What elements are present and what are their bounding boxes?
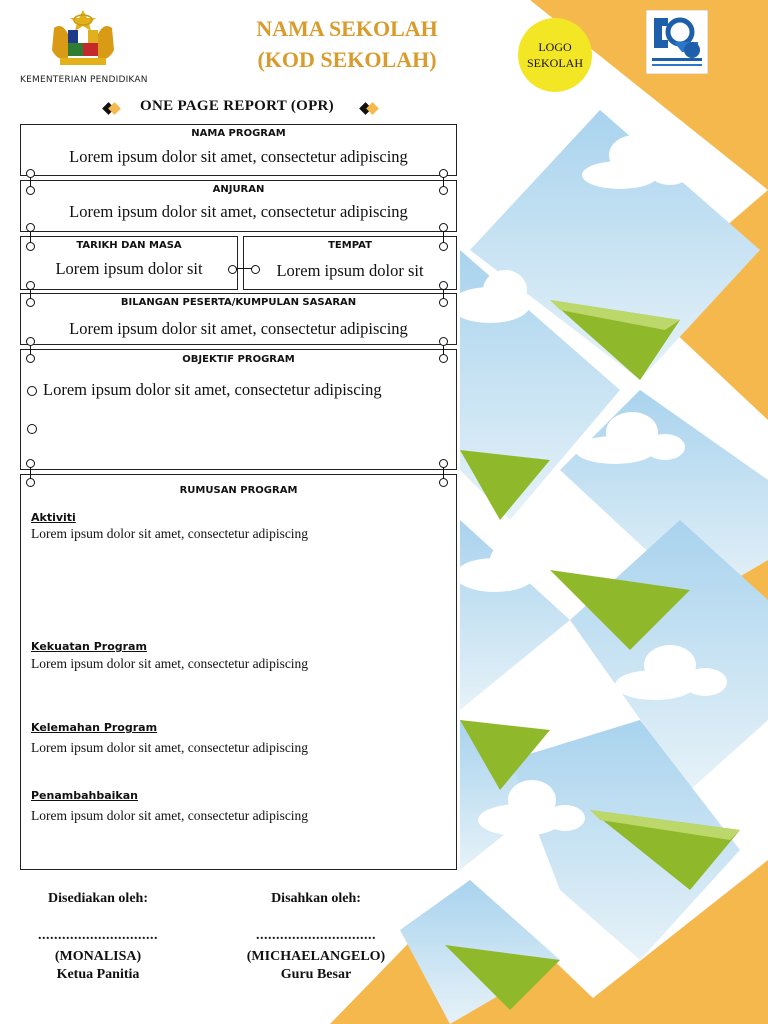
ring-connector-icon bbox=[439, 169, 448, 178]
report-title: ONE PAGE REPORT (OPR) bbox=[140, 98, 334, 114]
ring-connector-icon bbox=[439, 337, 448, 346]
school-logo-placeholder bbox=[518, 18, 592, 92]
prepared-by-role: Ketua Panitia bbox=[56, 967, 140, 983]
kekuatan-heading: Kekuatan Program bbox=[31, 640, 147, 653]
ring-connector-icon bbox=[26, 459, 35, 468]
ministry-name: KEMENTERIAN PENDIDIKAN bbox=[20, 75, 148, 85]
ring-connector-icon bbox=[26, 298, 35, 307]
malaysia-crest-icon bbox=[46, 8, 120, 74]
objektif-box bbox=[20, 349, 457, 470]
ring-connector-icon bbox=[251, 265, 260, 274]
rumusan-label: RUMUSAN PROGRAM bbox=[179, 485, 298, 496]
school-code: (KOD SEKOLAH) bbox=[257, 46, 437, 72]
ring-connector-icon bbox=[439, 478, 448, 487]
logo-placeholder-line1: LOGO bbox=[538, 39, 572, 54]
penambahbaikan-text[interactable]: Lorem ipsum dolor sit amet, consectetur adipiscing bbox=[31, 808, 309, 823]
signature-line-left[interactable]: .............................. bbox=[38, 927, 158, 943]
ring-connector-icon bbox=[228, 265, 237, 274]
bullet-circle-icon bbox=[27, 386, 37, 396]
rumusan-box bbox=[20, 474, 457, 870]
objektif-label: OBJEKTIF PROGRAM bbox=[182, 354, 295, 365]
ring-connector-icon bbox=[26, 354, 35, 363]
anjuran-box bbox=[20, 180, 457, 232]
anjuran-value[interactable]: Lorem ipsum dolor sit amet, consectetur adipiscing bbox=[69, 202, 408, 221]
ring-connector-icon bbox=[439, 354, 448, 363]
peserta-value[interactable]: Lorem ipsum dolor sit amet, consectetur adipiscing bbox=[69, 319, 408, 338]
ring-connector-icon bbox=[439, 298, 448, 307]
nama-program-value[interactable]: Lorem ipsum dolor sit amet, consectetur adipiscing bbox=[69, 147, 408, 166]
aktiviti-text[interactable]: Lorem ipsum dolor sit amet, consectetur adipiscing bbox=[31, 526, 309, 541]
ring-connector-icon bbox=[26, 281, 35, 290]
bullet-circle-icon bbox=[27, 424, 37, 434]
ring-connector-icon bbox=[439, 186, 448, 195]
tempat-label: TEMPAT bbox=[328, 240, 372, 251]
nama-program-box bbox=[20, 124, 457, 176]
tarikh-label: TARIKH DAN MASA bbox=[76, 240, 182, 251]
approved-by-name: (MICHAELANGELO) bbox=[246, 948, 386, 964]
ring-connector-icon bbox=[26, 186, 35, 195]
tarikh-value[interactable]: Lorem ipsum dolor sit bbox=[55, 259, 203, 278]
school-name: NAMA SEKOLAH bbox=[256, 16, 438, 41]
ring-connector-icon bbox=[26, 242, 35, 251]
ring-connector-icon bbox=[26, 223, 35, 232]
nama-program-label: NAMA PROGRAM bbox=[191, 128, 286, 139]
approved-by-caption: Disahkan oleh: bbox=[271, 891, 361, 906]
approved-by-role: Guru Besar bbox=[280, 967, 352, 983]
kelemahan-heading: Kelemahan Program bbox=[31, 721, 158, 734]
penambahbaikan-heading: Penambahbaikan bbox=[31, 789, 139, 802]
anjuran-label: ANJURAN bbox=[212, 184, 265, 195]
signature-right bbox=[226, 891, 406, 984]
peserta-box bbox=[20, 293, 457, 345]
ministry-logo-icon bbox=[646, 10, 708, 74]
peserta-label: BILANGAN PESERTA/KUMPULAN SASARAN bbox=[120, 297, 357, 308]
ring-connector-icon bbox=[439, 242, 448, 251]
objektif-item-1[interactable]: Lorem ipsum dolor sit amet, consectetur adipiscing bbox=[43, 380, 382, 399]
aktiviti-heading: Aktiviti bbox=[31, 511, 76, 524]
kelemahan-text[interactable]: Lorem ipsum dolor sit amet, consectetur adipiscing bbox=[31, 740, 309, 755]
signature-line-right[interactable]: .............................. bbox=[256, 927, 376, 943]
ring-connector-icon bbox=[26, 337, 35, 346]
signature-left bbox=[18, 891, 178, 984]
school-title bbox=[212, 14, 482, 76]
ring-connector-icon bbox=[439, 459, 448, 468]
ring-connector-icon bbox=[26, 169, 35, 178]
ring-connector-icon bbox=[439, 281, 448, 290]
prepared-by-caption: Disediakan oleh: bbox=[48, 891, 148, 906]
kekuatan-text[interactable]: Lorem ipsum dolor sit amet, consectetur adipiscing bbox=[31, 656, 309, 671]
ring-connector-icon bbox=[439, 223, 448, 232]
tempat-box bbox=[243, 236, 457, 290]
prepared-by-name: (MONALISA) bbox=[54, 948, 142, 964]
tarikh-box bbox=[20, 236, 238, 290]
ring-connector-icon bbox=[26, 478, 35, 487]
logo-placeholder-line2: SEKOLAH bbox=[527, 56, 583, 70]
tempat-value[interactable]: Lorem ipsum dolor sit bbox=[276, 261, 424, 280]
